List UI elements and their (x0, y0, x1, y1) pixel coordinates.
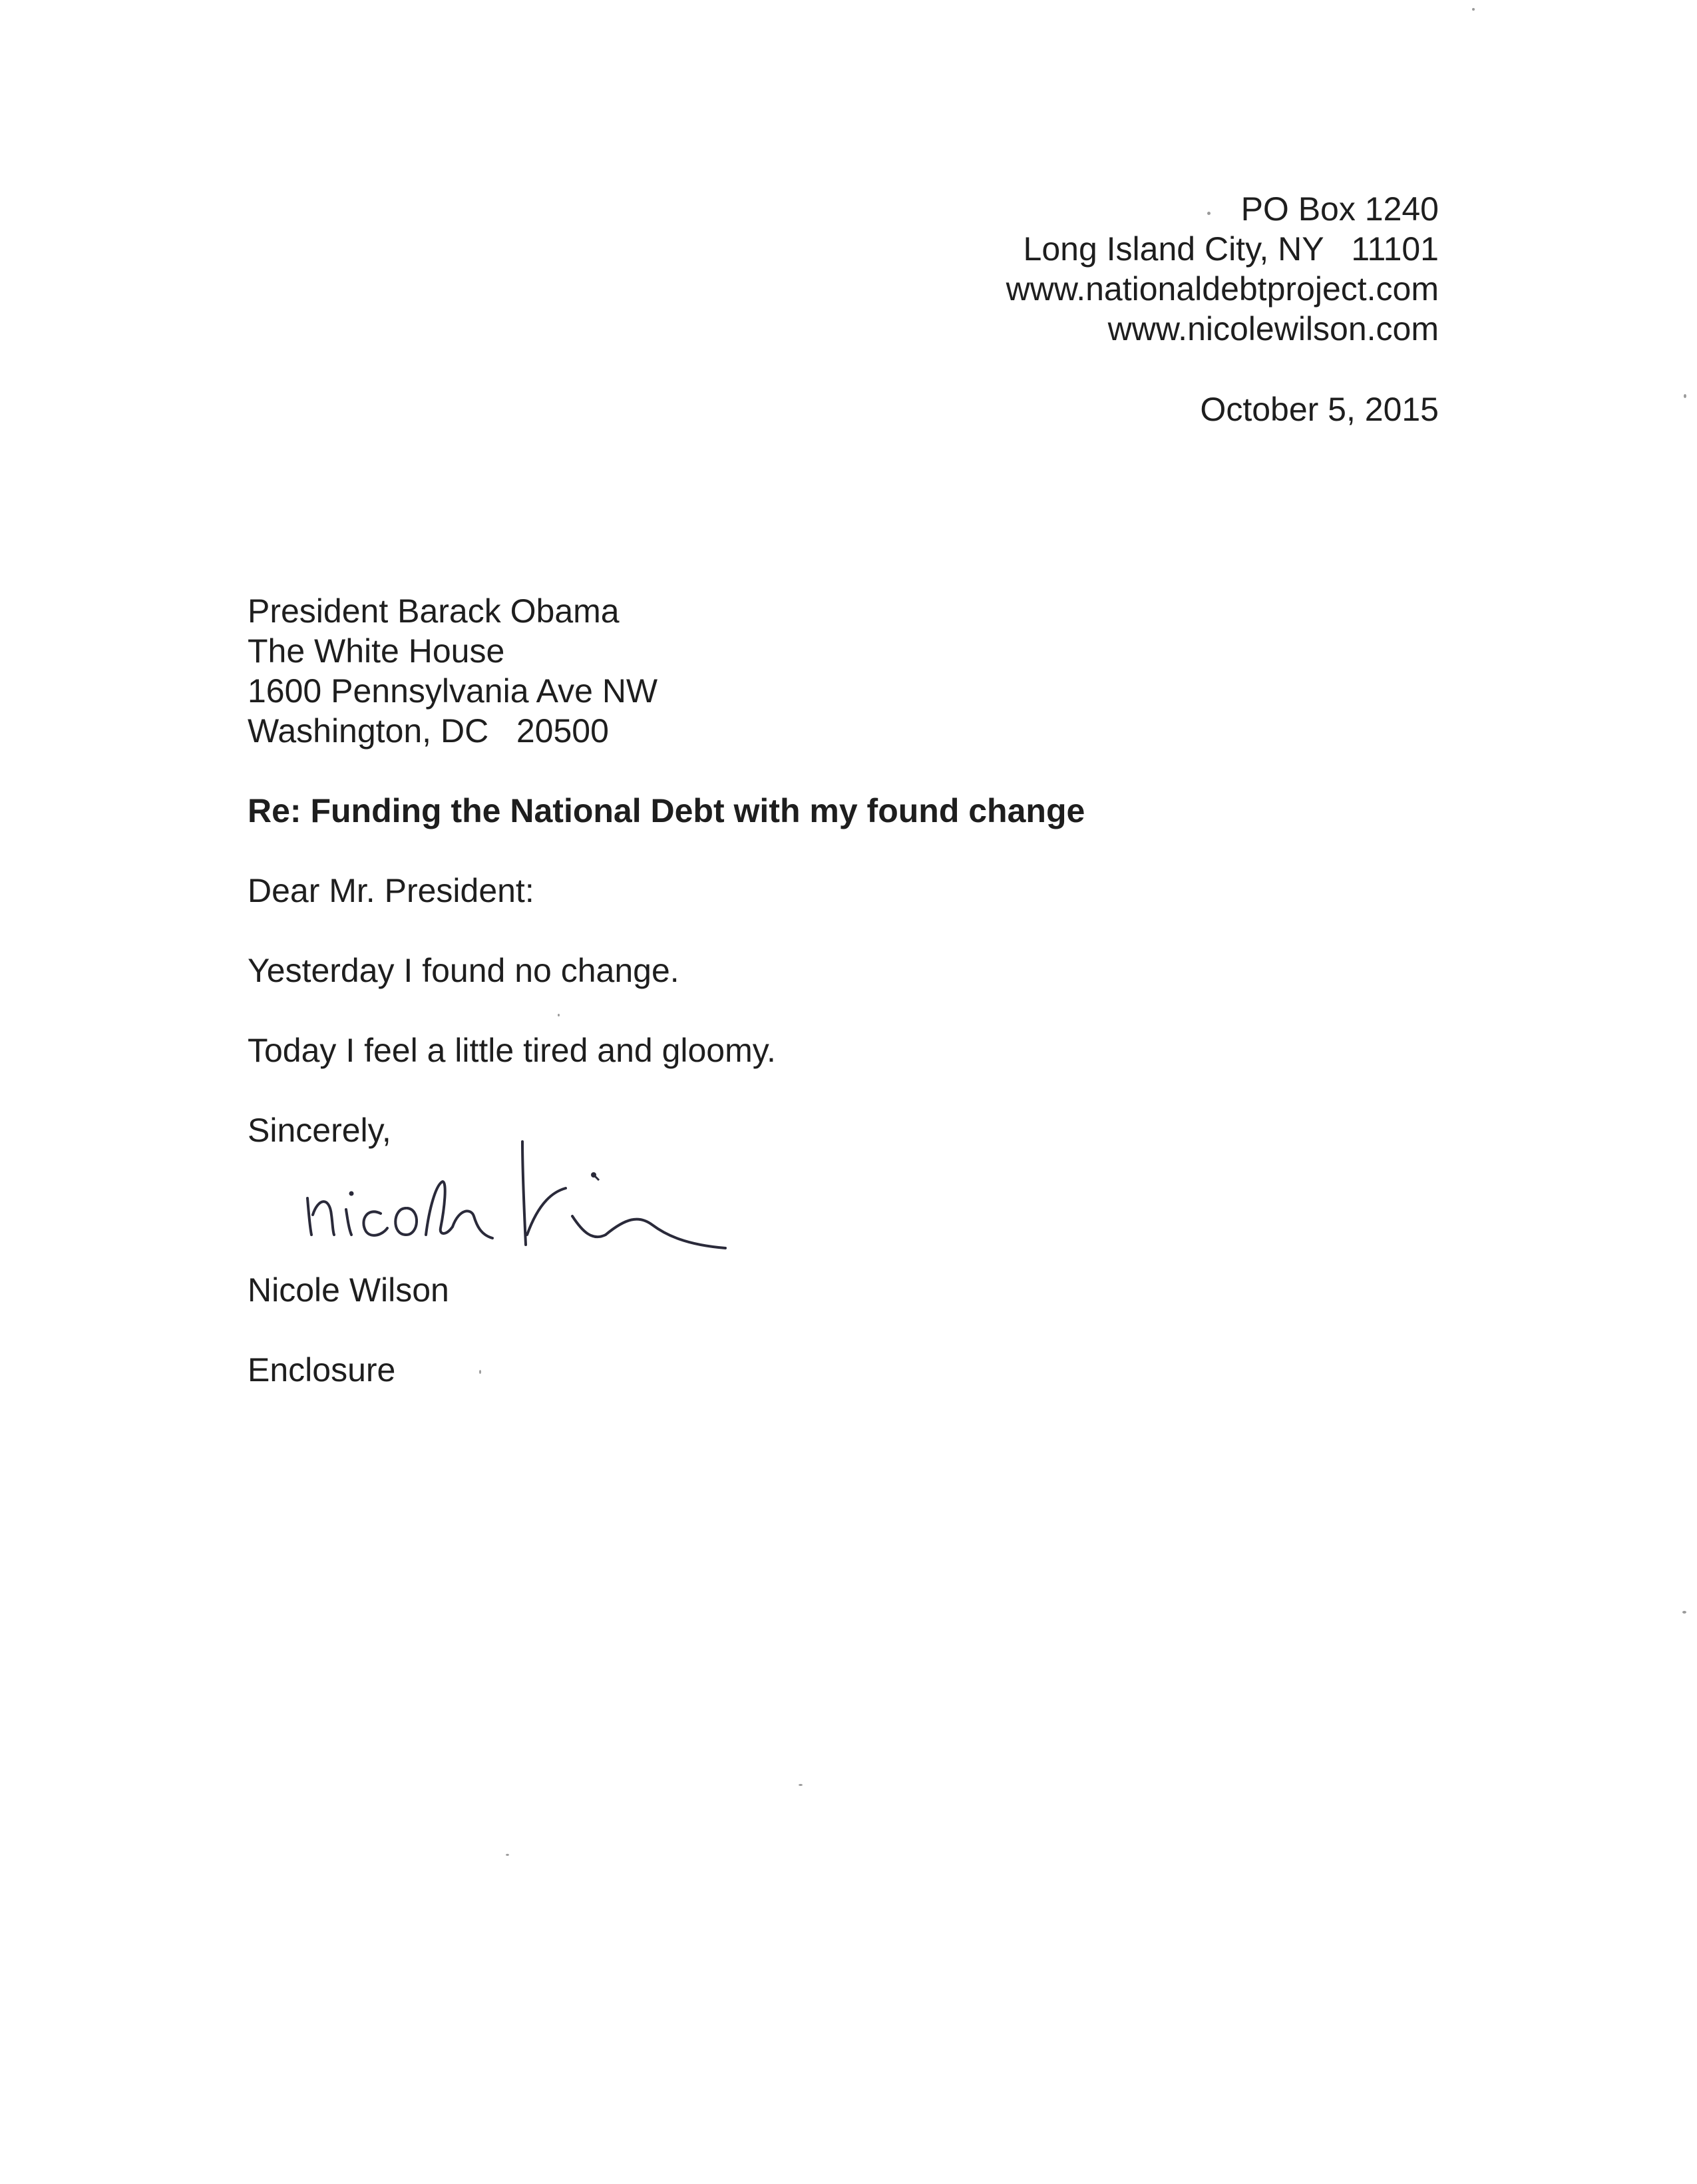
enclosure-notation: Enclosure (248, 1351, 396, 1389)
scan-speck (558, 1014, 560, 1016)
recipient-name: President Barack Obama (248, 592, 620, 630)
address-line-po-box: PO Box 1240 (1240, 190, 1439, 228)
salutation: Dear Mr. President: (248, 872, 534, 909)
address-line-city: Long Island City, NY 11101 (1023, 230, 1439, 268)
recipient-organization: The White House (248, 632, 505, 670)
scan-speck (1684, 394, 1686, 398)
address-line-website-project: www.nationaldebtproject.com (1006, 270, 1439, 308)
letter-date: October 5, 2015 (1200, 391, 1439, 428)
body-paragraph: Yesterday I found no change. (248, 952, 679, 989)
return-address (1006, 189, 1439, 349)
recipient-city: Washington, DC 20500 (248, 712, 609, 750)
scan-speck (799, 1784, 803, 1786)
scan-speck (479, 1370, 481, 1374)
scan-speck (506, 1854, 509, 1856)
recipient-street: 1600 Pennsylvania Ave NW (248, 672, 658, 710)
closing: Sincerely, (248, 1112, 391, 1149)
recipient-address (248, 591, 658, 751)
scan-speck (1472, 8, 1475, 11)
body-paragraph: Today I feel a little tired and gloomy. (248, 1032, 776, 1069)
scan-speck (1207, 212, 1211, 215)
handwritten-signature (293, 1135, 732, 1255)
signer-name: Nicole Wilson (248, 1271, 449, 1309)
scan-speck (1682, 1611, 1686, 1614)
subject-line: Re: Funding the National Debt with my found change (248, 792, 1085, 829)
address-line-website-personal: www.nicolewilson.com (1107, 310, 1439, 347)
